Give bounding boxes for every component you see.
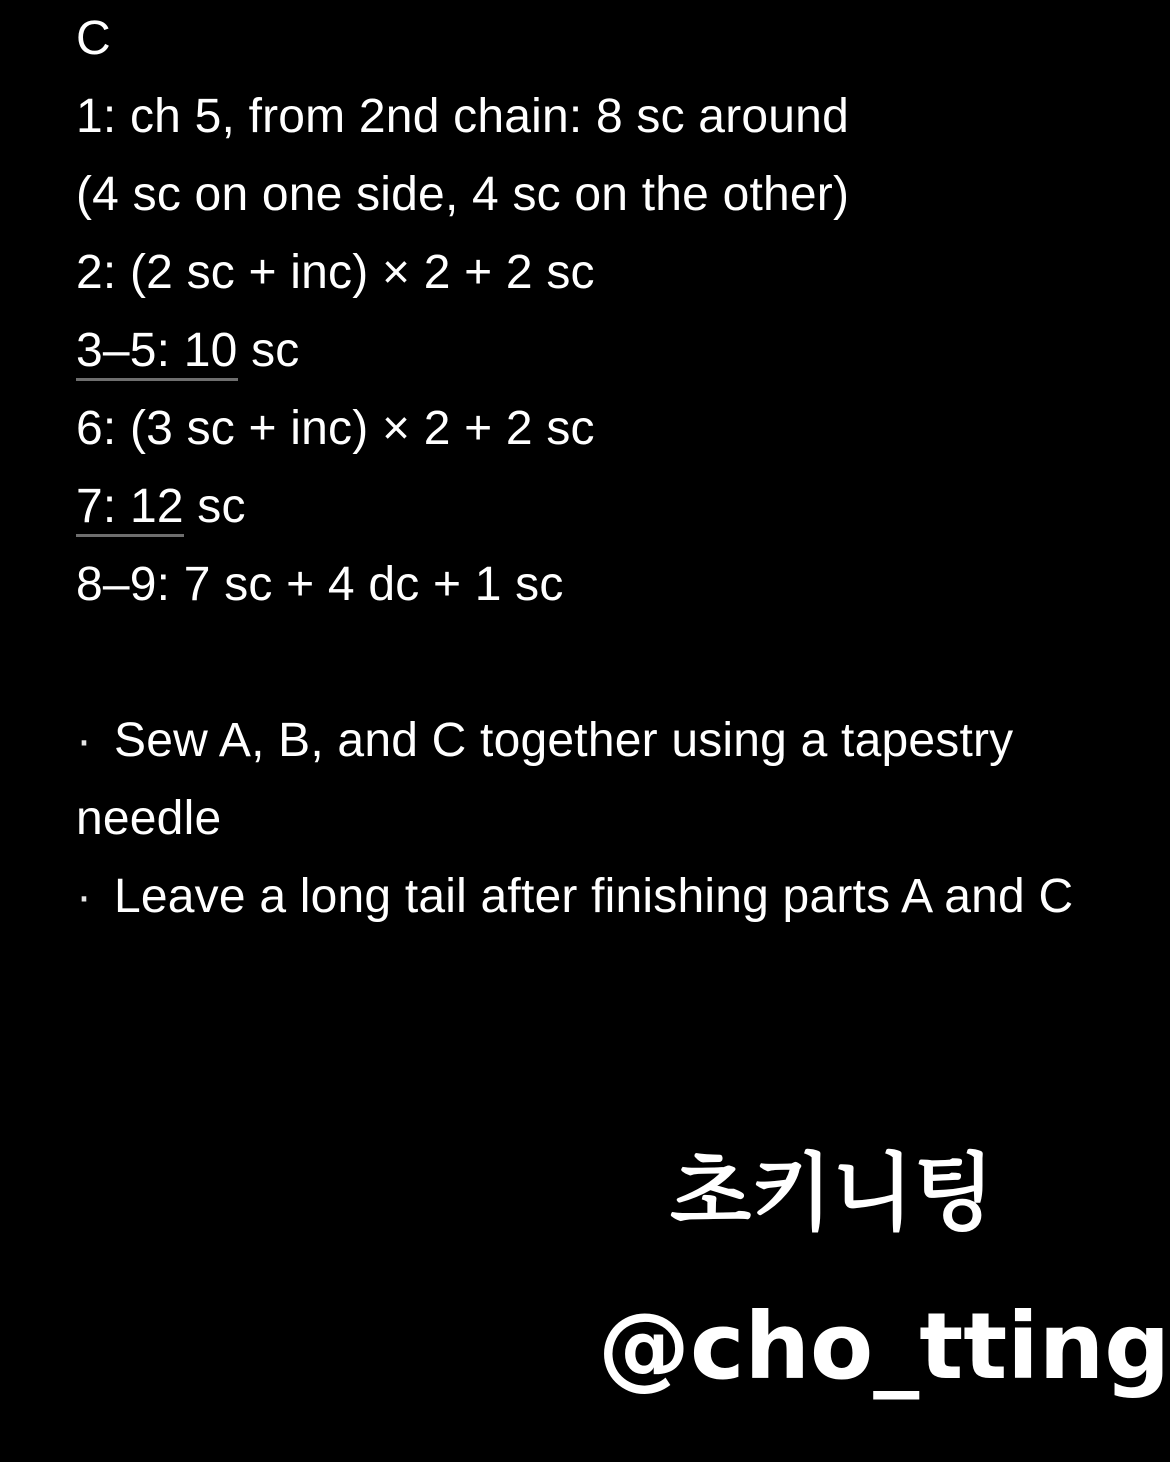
pattern-row-underlined-text: 7: 12 [76,480,184,537]
signature-handle: @cho_tting [598,1293,1170,1400]
pattern-row-3-5 [76,312,1116,390]
bullet-dot: · [76,870,93,923]
pattern-row-text: 1: ch 5, from 2nd chain: 8 sc around [76,90,849,143]
pattern-row-text: sc [237,324,300,377]
pattern-row-underlined-text: 3–5: 10 [76,324,238,381]
pattern-row-1-note [76,156,1116,234]
note-body [76,0,1116,936]
note-heading: C [76,12,111,65]
pattern-row-text: sc [183,480,246,533]
bullet-dot: · [76,714,93,767]
pattern-row-text: 2: (2 sc + inc) × 2 + 2 sc [76,246,595,299]
pattern-row-6 [76,390,1116,468]
bullet-text: Sew A, B, and C together using a tapestry needle [76,714,1014,845]
pattern-row-text: 8–9: 7 sc + 4 dc + 1 sc [76,558,564,611]
pattern-row-text: 6: (3 sc + inc) × 2 + 2 sc [76,402,595,455]
signature-korean: 초키니팅 [670,1144,995,1242]
pattern-row-7 [76,468,1116,546]
pattern-row-2 [76,234,1116,312]
instruction-bullet [76,702,1116,858]
pattern-row-8-9 [76,546,1116,624]
pattern-row-text: (4 sc on one side, 4 sc on the other) [76,168,850,221]
instruction-bullet [76,858,1116,936]
blank-line [76,624,1116,702]
bullet-text: Leave a long tail after finishing parts A and C [114,870,1074,923]
pattern-row-1 [76,78,1116,156]
